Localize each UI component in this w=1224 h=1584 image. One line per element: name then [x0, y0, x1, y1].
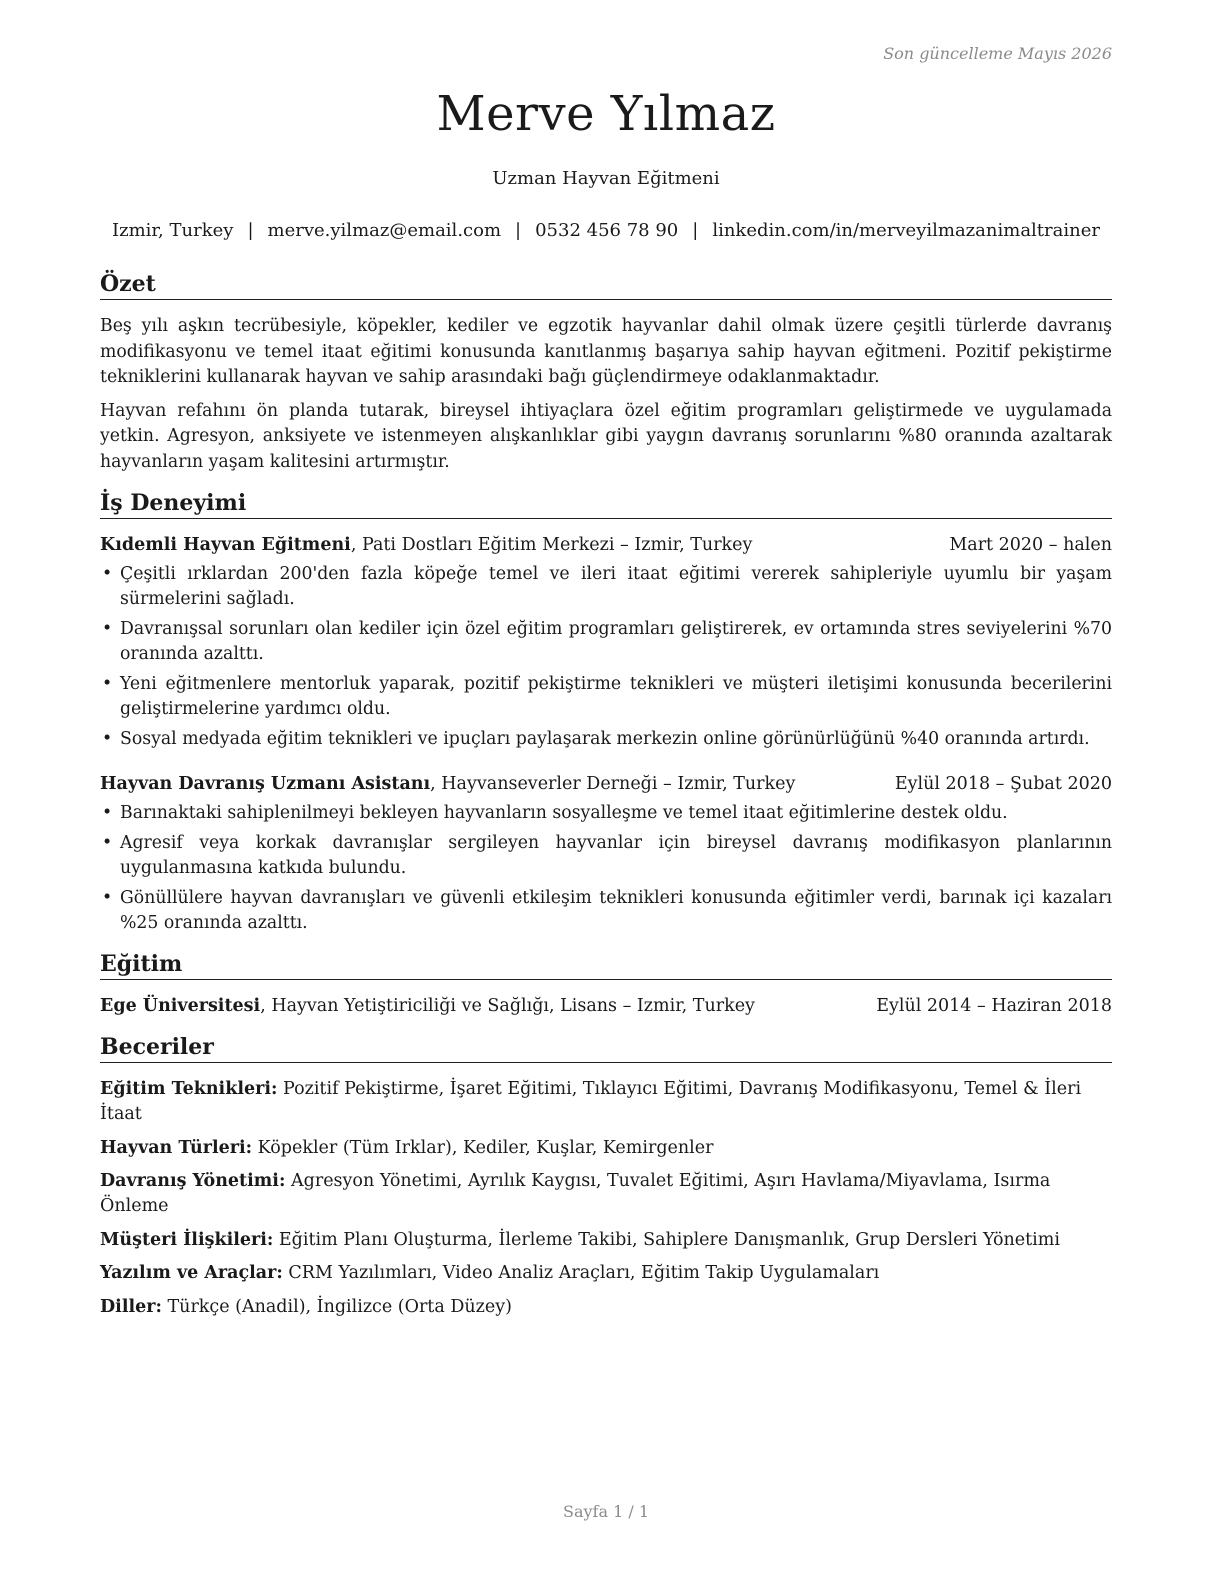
skill-line: [100, 1295, 1112, 1320]
contact-separator: |: [515, 220, 522, 241]
job-bullet-text: Çeşitli ırklardan 200'den fazla köpeğe temel ve ileri itaat eğitimi vererek sahipleriyle uyumlu bir yaşam sürmelerini sağladı.: [120, 564, 1112, 609]
skill-value: CRM Yazılımları, Video Analiz Araçları, Eğitim Takip Uygulamaları: [282, 1263, 880, 1283]
job-role-org: [100, 533, 752, 558]
job-bullet-text: Gönüllülere hayvan davranışları ve güvenli etkileşim teknikleri konusunda eğitimler verdi, barınak içi kazaları %25 oranında azalttı.: [120, 888, 1112, 933]
job-bullet: [100, 886, 1112, 936]
job-bullet: [100, 672, 1112, 722]
job-bullet: [100, 801, 1112, 826]
contact-phone: 0532 456 78 90: [535, 220, 679, 241]
contact-line: [100, 220, 1112, 241]
skill-line: [100, 1261, 1112, 1286]
skill-value: Köpekler (Tüm Irklar), Kediler, Kuşlar, Kemirgenler: [252, 1137, 714, 1158]
bullet-icon: •: [102, 564, 113, 584]
bullet-icon: •: [102, 619, 113, 639]
skill-line: [100, 1169, 1112, 1219]
bullet-icon: •: [102, 674, 113, 694]
education-school-detail: [100, 994, 755, 1019]
job-header: [100, 772, 1112, 797]
skill-line: [100, 1136, 1112, 1161]
bullet-icon: •: [102, 729, 113, 749]
skill-label: Müşteri İlişkileri:: [100, 1229, 274, 1250]
section-heading-education: Eğitim: [100, 950, 1112, 980]
bullet-icon: •: [102, 833, 113, 853]
job-org: , Hayvanseverler Derneği – Izmir, Turkey: [430, 774, 796, 794]
job-bullet-text: Agresif veya korkak davranışlar sergileyen hayvanlar için bireysel davranış modifikasyon planlarının uygulanmasına katkıda bulundu.: [120, 833, 1112, 878]
page-number: Sayfa 1 / 1: [562, 1502, 649, 1521]
job-bullet: [100, 617, 1112, 667]
summary-section: [100, 270, 1112, 475]
job-bullet: [100, 831, 1112, 881]
summary-paragraph: Hayvan refahını ön planda tutarak, bireysel ihtiyaçlara özel eğitim programları geliştirmede ve uygulamada yetkin. Agresyon, anksiyete ve istenmeyen alışkanlıklar gibi yaygın davranış sorunlarını %80 oranında azaltarak hayvanların yaşam kalitesini artırmıştır.: [100, 400, 1112, 472]
experience-section: [100, 489, 1112, 936]
job-bullets: [100, 562, 1112, 752]
section-heading-skills: Beceriler: [100, 1033, 1112, 1063]
last-updated: Son güncelleme Mayıs 2026: [883, 44, 1112, 63]
contact-location: Izmir, Turkey: [112, 220, 234, 241]
skill-value: Pozitif Pekiştirme, İşaret Eğitimi, Tıklayıcı Eğitimi, Davranış Modifikasyonu, Temel & İleri İtaat: [100, 1079, 1082, 1124]
contact-separator: |: [692, 220, 699, 241]
job-header: [100, 533, 1112, 558]
job-bullets: [100, 801, 1112, 936]
section-heading-experience: İş Deneyimi: [100, 489, 1112, 519]
skill-label: Diller:: [100, 1296, 162, 1317]
job-dates: Eylül 2018 – Şubat 2020: [894, 774, 1112, 794]
job-role: Kıdemli Hayvan Eğitmeni: [100, 535, 351, 555]
job-dates: Mart 2020 – halen: [949, 535, 1112, 555]
education-entry: [100, 994, 1112, 1019]
education-school: Ege Üniversitesi: [100, 996, 261, 1016]
resume-body: [100, 270, 1112, 1328]
skill-label: Yazılım ve Araçlar:: [100, 1263, 283, 1283]
contact-linkedin[interactable]: linkedin.com/in/merveyilmazanimaltrainer: [712, 220, 1100, 241]
job-bullet-text: Sosyal medyada eğitim teknikleri ve ipuçları paylaşarak merkezin online görünürlüğünü %40 oranında artırdı.: [120, 729, 1090, 749]
skill-line: [100, 1077, 1112, 1127]
job-bullet-text: Yeni eğitmenlere mentorluk yaparak, pozitif pekiştirme teknikleri ve müşteri iletişimi konusunda becerilerini geliştirmelerine yardımcı oldu.: [120, 674, 1112, 719]
skill-label: Hayvan Türleri:: [100, 1137, 253, 1158]
summary-paragraph: Beş yılı aşkın tecrübesiyle, köpekler, kediler ve egzotik hayvanlar dahil olmak üzere çeşitli türlerde davranış modifikasyonu ve temel itaat eğitimi konusunda kanıtlanmış başarıya sahip hayvan eğitmeni. Pozitif pekiştirme tekniklerini kullanarak hayvan ve sahip arasındaki bağı güçlendirmeye odaklanmaktadır.: [100, 316, 1112, 387]
job-role-org: [100, 772, 795, 797]
resume-page: [100, 0, 1112, 1584]
job-bullet: [100, 727, 1112, 752]
skill-line: [100, 1228, 1112, 1253]
bullet-icon: •: [102, 803, 113, 823]
job-title: Uzman Hayvan Eğitmeni: [492, 168, 720, 189]
job-org: , Pati Dostları Eğitim Merkezi – Izmir, Turkey: [350, 535, 753, 555]
skill-label: Davranış Yönetimi:: [100, 1171, 286, 1191]
job-bullet-text: Davranışsal sorunları olan kediler için özel eğitim programları geliştirerek, ev ortamında stres seviyelerini %70 oranında azalttı.: [120, 619, 1112, 664]
education-dates: Eylül 2014 – Haziran 2018: [876, 996, 1112, 1016]
education-section: [100, 950, 1112, 1019]
skills-section: [100, 1033, 1112, 1320]
bullet-icon: •: [102, 888, 113, 908]
skill-value: Eğitim Planı Oluşturma, İlerleme Takibi, Sahiplere Danışmanlık, Grup Dersleri Yönetimi: [273, 1229, 1060, 1250]
job-entry: [100, 772, 1112, 936]
candidate-name: Merve Yılmaz: [436, 86, 776, 142]
skill-value: Türkçe (Anadil), İngilizce (Orta Düzey): [161, 1296, 512, 1317]
job-bullet-text: Barınaktaki sahiplenilmeyi bekleyen hayvanların sosyalleşme ve temel itaat eğitimlerine destek oldu.: [120, 803, 1008, 823]
section-heading-summary: Özet: [100, 270, 1112, 300]
job-bullet: [100, 562, 1112, 612]
education-detail: , Hayvan Yetiştiriciliği ve Sağlığı, Lisans – Izmir, Turkey: [260, 996, 755, 1016]
job-entry: [100, 533, 1112, 752]
skill-value: Agresyon Yönetimi, Ayrılık Kaygısı, Tuvalet Eğitimi, Aşırı Havlama/Miyavlama, Isırma Önleme: [100, 1171, 1051, 1216]
contact-email[interactable]: merve.yilmaz@email.com: [267, 220, 502, 241]
job-role: Hayvan Davranış Uzmanı Asistanı: [100, 774, 431, 794]
skill-label: Eğitim Teknikleri:: [100, 1079, 278, 1099]
contact-separator: |: [247, 220, 254, 241]
